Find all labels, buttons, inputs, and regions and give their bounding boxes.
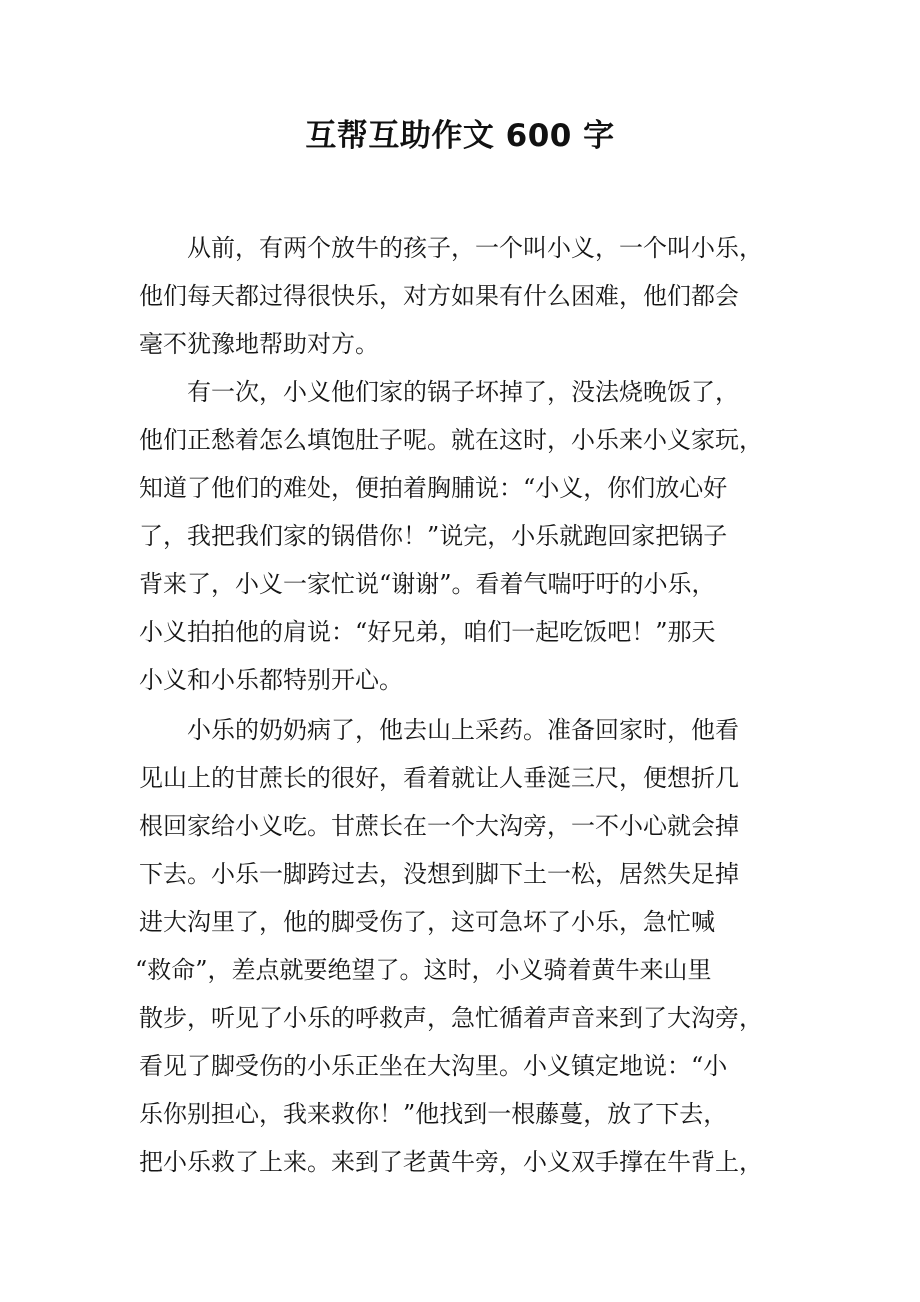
text-line: 从前，有两个放牛的孩子，一个叫小义，一个叫小乐， bbox=[187, 234, 763, 262]
text-line: 毫不犹豫地帮助对方。 bbox=[139, 330, 379, 358]
text-line: 看见了脚受伤的小乐正坐在大沟里。小义镇定地说：“小 bbox=[139, 1052, 728, 1080]
text-line: 进大沟里了，他的脚受伤了，这可急坏了小乐，急忙喊 bbox=[139, 908, 715, 936]
text-line: 小乐的奶奶病了，他去山上采药。准备回家时，他看 bbox=[187, 716, 739, 744]
text-line: “救命”，差点就要绝望了。这时，小义骑着黄牛来山里 bbox=[135, 956, 712, 984]
text-line: 知道了他们的难处，便拍着胸脯说：“小义，你们放心好 bbox=[139, 474, 728, 502]
document-title: 互帮互助作文 600 字 bbox=[305, 118, 615, 154]
text-line: 有一次，小义他们家的锅子坏掉了，没法烧晚饭了， bbox=[187, 378, 739, 406]
text-line: 乐你别担心，我来救你！”他找到一根藤蔓，放了下去， bbox=[139, 1100, 728, 1128]
text-line: 散步，听见了小乐的呼救声，急忙循着声音来到了大沟旁， bbox=[139, 1004, 763, 1032]
text-line: 下去。小乐一脚跨过去，没想到脚下土一松，居然失足掉 bbox=[139, 860, 739, 888]
text-line: 他们正愁着怎么填饱肚子呢。就在这时，小乐来小义家玩， bbox=[139, 426, 763, 454]
text-line: 见山上的甘蔗长的很好，看着就让人垂涎三尺，便想折几 bbox=[139, 764, 739, 792]
text-line: 了，我把我们家的锅借你！”说完，小乐就跑回家把锅子 bbox=[139, 522, 728, 550]
text-line: 把小乐救了上来。来到了老黄牛旁，小义双手撑在牛背上， bbox=[139, 1148, 763, 1176]
text-line: 根回家给小义吃。甘蔗长在一个大沟旁，一不小心就会掉 bbox=[139, 812, 739, 840]
text-line: 他们每天都过得很快乐，对方如果有什么困难，他们都会 bbox=[139, 282, 739, 310]
text-line: 背来了，小义一家忙说“谢谢”。看着气喘吁吁的小乐， bbox=[139, 570, 716, 598]
text-line: 小义和小乐都特别开心。 bbox=[139, 666, 403, 694]
text-line: 小义拍拍他的肩说：“好兄弟，咱们一起吃饭吧！”那天 bbox=[139, 618, 716, 646]
